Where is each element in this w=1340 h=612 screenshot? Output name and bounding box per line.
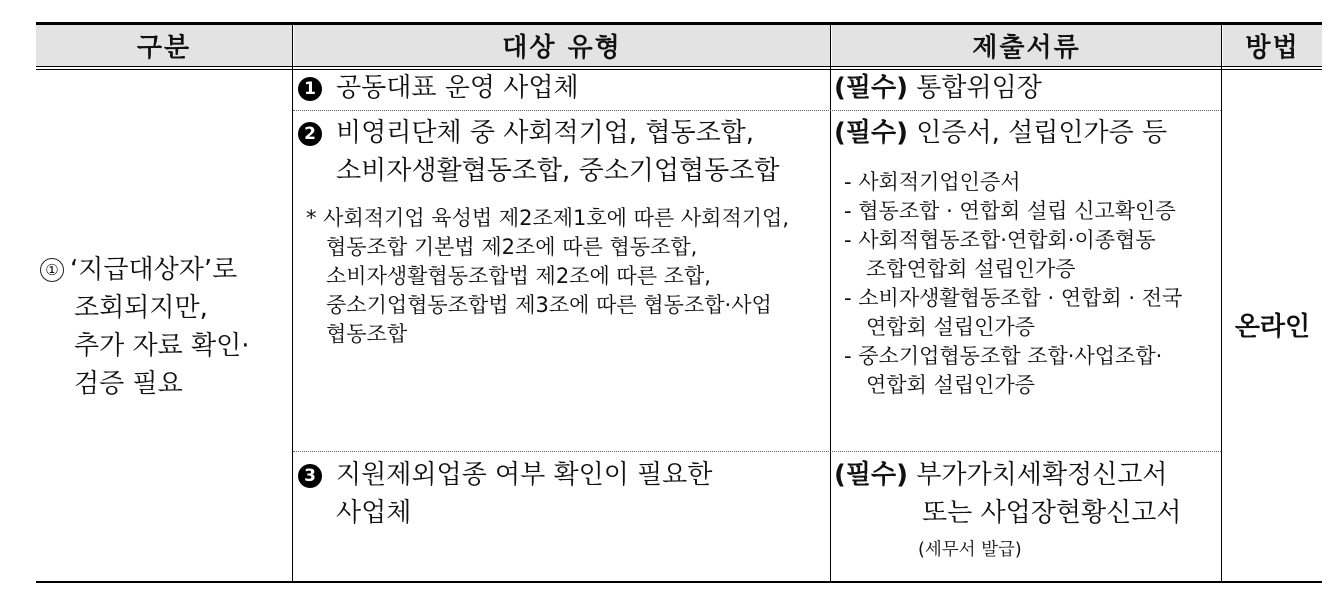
category-cell (40, 251, 250, 403)
row-1-docs (834, 69, 1042, 107)
row-2-doc-items (844, 168, 1182, 400)
category-line: 조회되지만, (74, 293, 208, 323)
row-2-type (298, 114, 780, 190)
header-method: 방법 (1223, 24, 1322, 66)
row-divider-2 (293, 451, 1221, 452)
header-documents: 제출서류 (832, 24, 1221, 66)
type-line: 공동대표 운영 사업체 (336, 73, 579, 103)
row-divider-1 (293, 110, 1221, 111)
bottom-border (36, 581, 1322, 583)
type-line: 비영리단체 중 사회적기업, 협동조합, (336, 118, 755, 148)
row-2-type-notes (306, 204, 789, 349)
doc-item: - 협동조합 · 연합회 설립 신고확인증 (844, 199, 1176, 223)
category-line: 추가 자료 확인· (74, 331, 250, 361)
number-badge-1: 1 (298, 77, 322, 101)
doc-line: 부가가치세확정신고서 (916, 460, 1168, 490)
doc-item: - 소비자생활협동조합 · 연합회 · 전국 (844, 286, 1183, 310)
doc-item: 연합회 설립인가증 (866, 315, 1035, 339)
doc-line: 통합위임장 (916, 73, 1042, 103)
doc-line: 인증서, 설립인가증 등 (916, 118, 1168, 148)
category-line: 검증 필요 (74, 369, 183, 399)
type-line: 소비자생활협동조합, 중소기업협동조합 (336, 156, 780, 186)
method-cell: 온라인 (1234, 312, 1311, 342)
required-tag: (필수) (834, 73, 908, 103)
type-note: * 사회적기업 육성법 제2조제1호에 따른 사회적기업, (306, 206, 789, 230)
required-tag: (필수) (834, 460, 908, 490)
type-note: 협동조합 기본법 제2조에 따른 협동조합, (326, 235, 698, 259)
type-note: 협동조합 (326, 322, 408, 346)
type-line: 지원제외업종 여부 확인이 필요한 (336, 460, 713, 490)
header-category: 구분 (36, 24, 292, 66)
category-line: ‘지급대상자’로 (70, 255, 238, 285)
row-1-type (298, 69, 579, 107)
doc-item: - 중소기업협동조합 조합·사업조합· (844, 344, 1163, 368)
doc-item: - 사회적기업인증서 (844, 170, 1021, 194)
header-bottom-border (36, 66, 1322, 67)
col-divider-3 (1221, 24, 1222, 582)
required-tag: (필수) (834, 118, 908, 148)
doc-item: - 사회적협동조합·연합회·이종협동 (844, 228, 1156, 252)
row-2-docs (834, 114, 1167, 152)
col-divider-2 (830, 24, 831, 582)
type-note: 중소기업협동조합법 제3조에 따른 협동조합·사업 (326, 293, 772, 317)
row-3-type (298, 456, 712, 532)
doc-item: 연합회 설립인가증 (866, 373, 1035, 397)
header-bottom-border-2 (36, 69, 1322, 70)
number-badge-2: 2 (298, 122, 322, 146)
doc-item: 조합연합회 설립인가증 (866, 257, 1076, 281)
col-divider-1 (292, 24, 293, 582)
doc-line: 또는 사업장현황신고서 (922, 498, 1182, 528)
type-note: 소비자생활협동조합법 제2조에 따른 조합, (326, 264, 711, 288)
top-border (36, 22, 1322, 25)
row-3-docs (834, 456, 1181, 532)
circled-number-marker: ① (40, 258, 64, 282)
header-target-type: 대상 유형 (294, 24, 830, 66)
number-badge-3: 3 (298, 464, 322, 488)
row-3-doc-note: (세무서 발급) (918, 540, 1022, 560)
type-line: 사업체 (336, 498, 412, 528)
